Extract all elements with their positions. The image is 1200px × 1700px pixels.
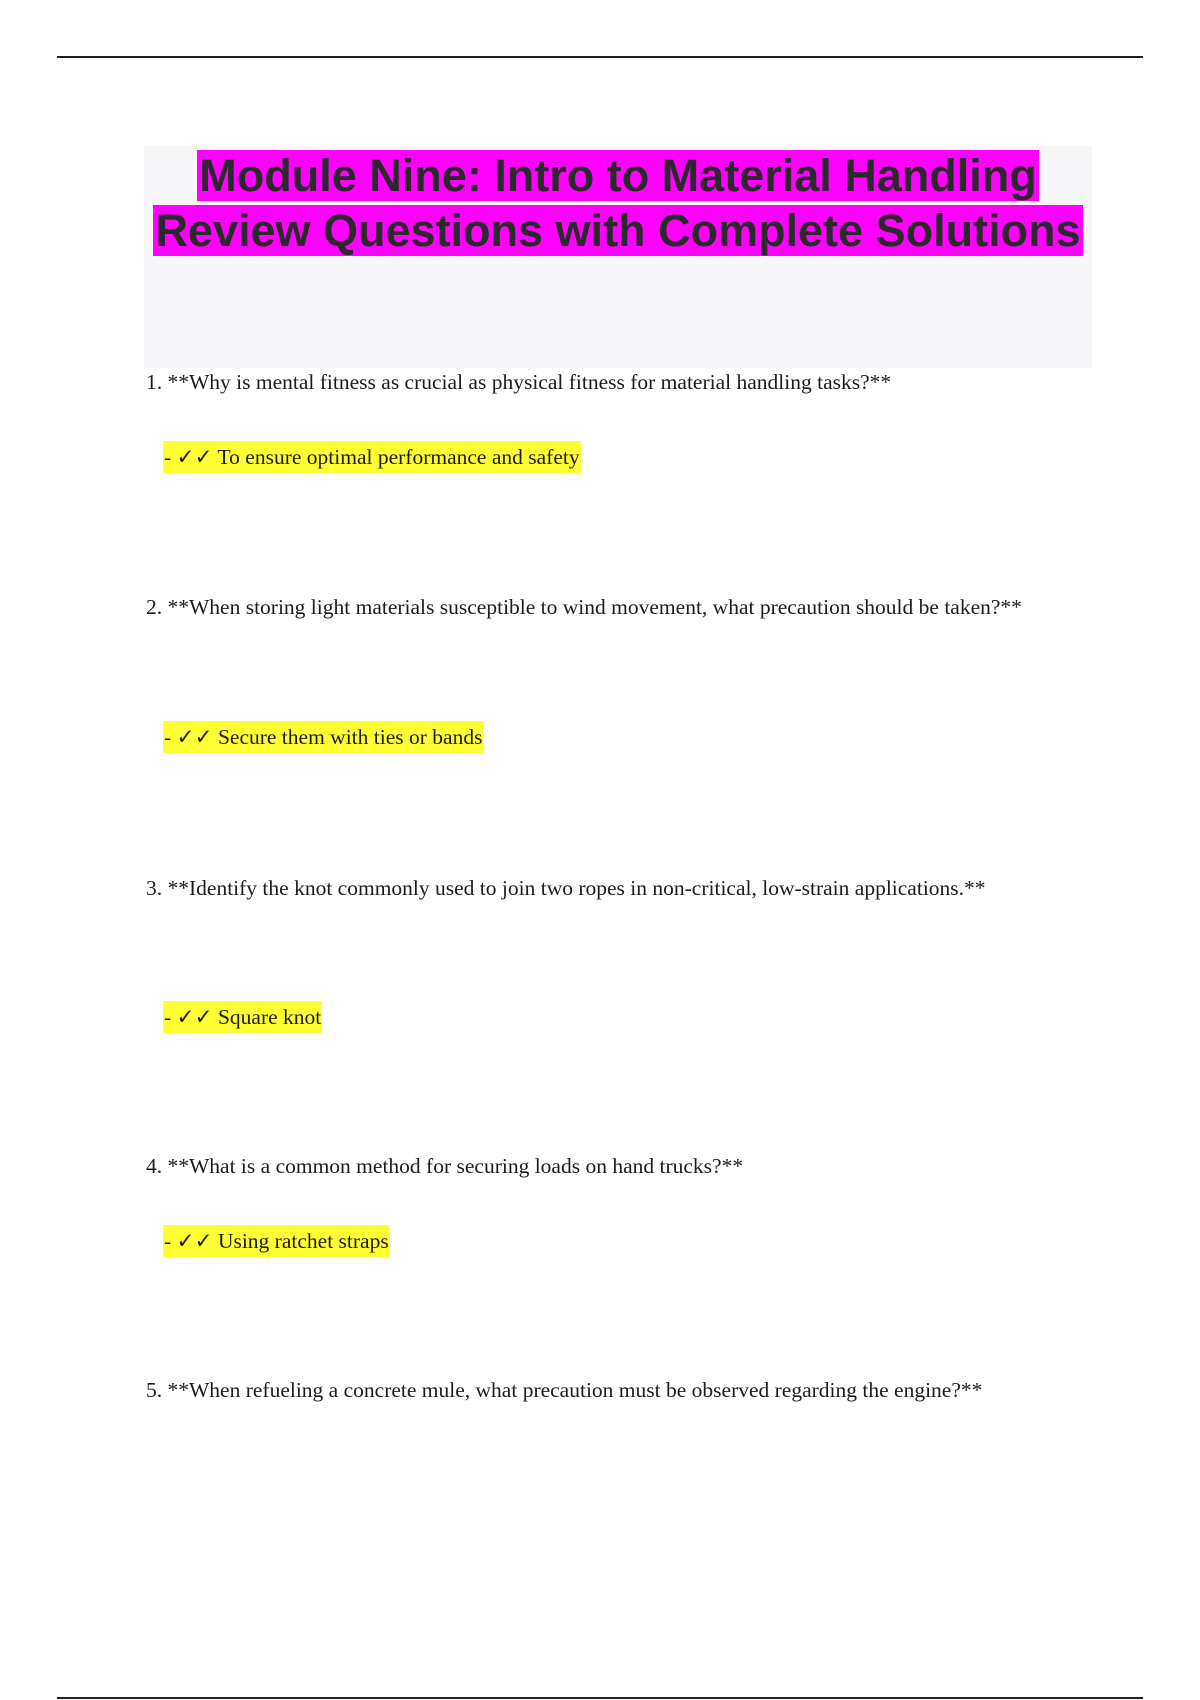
footer-rule	[57, 1697, 1143, 1699]
question-2: 2. **When storing light materials susceptible to wind movement, what precaution should be taken?**	[146, 595, 1022, 619]
answer-3: - ✓✓ Square knot	[163, 1001, 322, 1033]
document-title-text: Module Nine: Intro to Material Handling Review Questions with Complete Solutions	[155, 150, 1081, 256]
question-5: 5. **When refueling a concrete mule, what precaution must be observed regarding the engine?**	[146, 1378, 983, 1402]
document-title	[144, 146, 1092, 258]
answer-4: - ✓✓ Using ratchet straps	[163, 1225, 390, 1257]
question-1: 1. **Why is mental fitness as crucial as physical fitness for material handling tasks?**	[146, 370, 892, 394]
title-box	[144, 146, 1092, 368]
answer-1: - ✓✓ To ensure optimal performance and safety	[163, 441, 581, 473]
question-4: 4. **What is a common method for securing loads on hand trucks?**	[146, 1154, 744, 1178]
answer-2: - ✓✓ Secure them with ties or bands	[163, 721, 483, 753]
question-3: 3. **Identify the knot commonly used to join two ropes in non-critical, low-strain applications.**	[146, 876, 986, 900]
header-rule	[57, 56, 1143, 58]
